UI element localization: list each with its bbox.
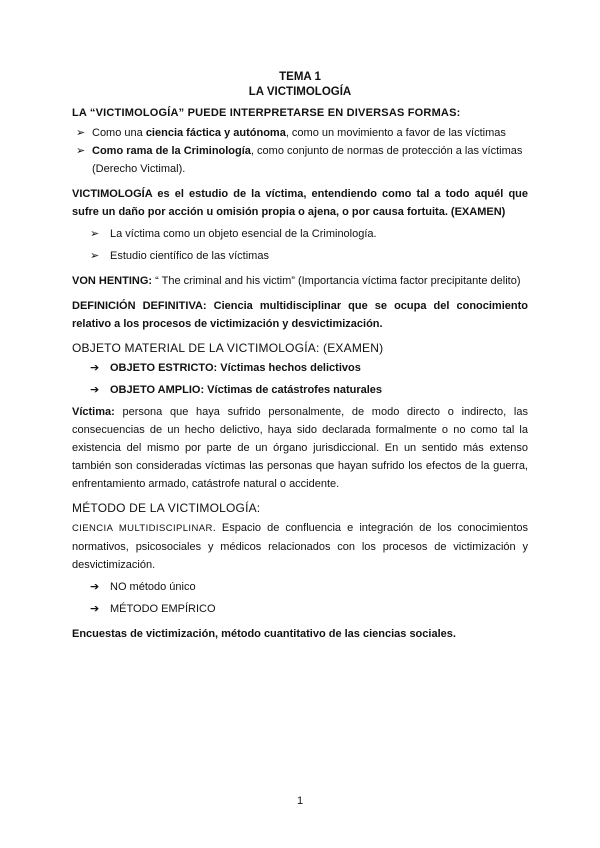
- heading-interpretations: LA “VICTIMOLOGÍA” PUEDE INTERPRETARSE EN DIVERSAS FORMAS:: [72, 107, 461, 119]
- list-item: ➔ OBJETO AMPLIO: Víctimas de catástrofes naturales: [72, 381, 528, 399]
- list-item: ➢ Estudio científico de las víctimas: [72, 247, 528, 265]
- document-page: [72, 70, 528, 643]
- list-item: ➔ MÉTODO EMPÍRICO: [72, 600, 528, 618]
- list-item: ➢ La víctima como un objeto esencial de la Criminología.: [72, 225, 528, 243]
- page-number: 1: [296, 795, 304, 807]
- arrowhead-bullet-icon: ➢: [90, 228, 100, 240]
- title-line-1: TEMA 1: [279, 71, 321, 83]
- arrowhead-bullet-icon: ➢: [76, 145, 86, 157]
- right-arrow-icon: ➔: [90, 581, 100, 593]
- list-item: ➔ NO método único: [72, 578, 528, 596]
- heading-metodo: MÉTODO DE LA VICTIMOLOGÍA:: [72, 501, 261, 515]
- heading-objeto-material: OBJETO MATERIAL DE LA VICTIMOLOGÍA: (EXAMEN): [72, 341, 384, 355]
- arrowhead-bullet-icon: ➢: [90, 250, 100, 262]
- right-arrow-icon: ➔: [90, 362, 100, 374]
- right-arrow-icon: ➔: [90, 603, 100, 615]
- right-arrow-icon: ➔: [90, 384, 100, 396]
- victimologia-definition: VICTIMOLOGÍA es el estudio de la víctima, entendiendo como tal a todo aquél que sufre un daño por acción u omisión propia o ajena, o por causa fortuita. (EXAMEN): [72, 188, 528, 218]
- arrowhead-bullet-icon: ➢: [76, 127, 86, 139]
- definicion-definitiva: DEFINICIÓN DEFINITIVA: Ciencia multidisciplinar que se ocupa del conocimiento relativo a los procesos de victimización y desvictimización.: [72, 300, 528, 330]
- von-henting-note: VON HENTING: “ The criminal and his victim” (Importancia víctima factor precipitante delito): [72, 275, 521, 287]
- list-item: ➢ Como una ciencia fáctica y autónoma, como un movimiento a favor de las víctimas: [72, 124, 528, 142]
- list-item: ➢ Como rama de la Criminología, como conjunto de normas de protección a las víctimas (Derecho Victimal).: [72, 142, 528, 178]
- title-line-2: LA VICTIMOLOGÍA: [248, 86, 352, 98]
- list-item: ➔ OBJETO ESTRICTO: Víctimas hechos delictivos: [72, 359, 528, 377]
- metodo-description: CIENCIA MULTIDISCIPLINAR. Espacio de confluencia e integración de los conocimientos normativos, psicosociales y médicos relacionados con los procesos de victimización y desvictimización.: [72, 522, 528, 571]
- victima-definition: Víctima: persona que haya sufrido personalmente, de modo directo o indirecto, las consecuencias de un hecho delictivo, haya sido declarada formalmente o no como tal la existencia del mismo por parte de un órgano jurisdiccional. En un sentido más extenso también son consideradas víctimas las personas que hayan sufrido los efectos de la guerra, enfrentamiento armado, catástrofe natural o accidente.: [72, 406, 528, 490]
- final-note: Encuestas de victimización, método cuantitativo de las ciencias sociales.: [72, 628, 456, 640]
